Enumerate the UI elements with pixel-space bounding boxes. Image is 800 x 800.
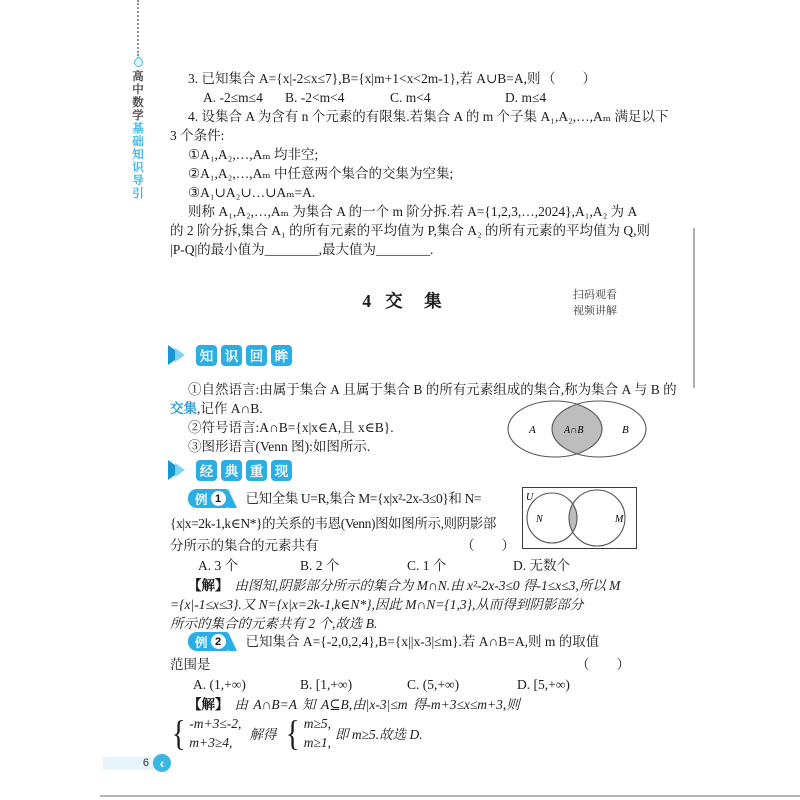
venn-label-m: M bbox=[615, 514, 624, 525]
left-brace: { bbox=[286, 713, 300, 753]
venn-label-u: U bbox=[526, 492, 534, 503]
example-2-line-1: 已知集合 A={-2,0,2,4},B={x||x-3|≤m}.若 A∩B=A,则 m 的取值 bbox=[245, 634, 600, 649]
problem-4-condition-1: ①A₁,A₂,…,Aₘ 均非空; bbox=[188, 147, 319, 162]
solve-label: 解得 bbox=[249, 727, 277, 742]
example-1-badge bbox=[188, 489, 228, 508]
example-1-options bbox=[170, 556, 676, 575]
system-1-line-2: m+3≥4, bbox=[189, 735, 233, 750]
page-fold-line bbox=[693, 228, 695, 388]
example-label: 例 bbox=[195, 492, 208, 507]
chevron-left-icon: ‹ bbox=[159, 755, 165, 771]
problem-4-line-6: 则称 A₁,A₂,…,Aₘ 为集合 A 的一个 m 阶分拆.若 A={1,2,3,…,2024},A₁,A₂ 为 A bbox=[188, 204, 638, 219]
classic-replay-badge bbox=[166, 459, 296, 481]
sidebar-book-title bbox=[129, 70, 145, 200]
option-a: A. 3 个 bbox=[198, 558, 239, 573]
problem-4-condition-3: ③A₁∪A₂∪…∪Aₘ=A. bbox=[188, 185, 316, 200]
double-chevron-icon bbox=[166, 459, 190, 481]
solution-tag: 【解】 bbox=[188, 578, 229, 593]
problem-3-stem-row bbox=[170, 69, 596, 88]
badge-char-4: 眸 bbox=[271, 345, 292, 366]
system-2 bbox=[304, 714, 331, 752]
example-2-badge bbox=[188, 632, 228, 651]
sidebar-title-label: 基础知识导引 bbox=[131, 122, 143, 200]
example-2-line-2-text: 范围是 bbox=[170, 657, 211, 672]
option-a: A. (1,+∞) bbox=[193, 677, 246, 692]
option-c: C. 1 个 bbox=[407, 558, 447, 573]
venn-label-b: B bbox=[622, 424, 629, 436]
example-1-solution-line-3: 所示的集合的元素共有 2 个,故选 B. bbox=[170, 616, 378, 631]
badge-char-2: 典 bbox=[221, 460, 242, 481]
problem-4-condition-2: ②A₁,A₂,…,Aₘ 中任意两个集合的交集为空集; bbox=[188, 166, 454, 181]
sidebar-series-label: 高中数学 bbox=[131, 70, 143, 122]
solution-text: 由 A∩B=A 知 A⊆B,由|x-3|≤m 得-m+3≤x≤m+3,则 bbox=[234, 697, 520, 712]
option-b: B. -2<m<4 bbox=[285, 90, 345, 105]
problem-3-answer-bracket: （ ） bbox=[542, 71, 596, 86]
review-line-2 bbox=[170, 399, 263, 418]
water-drop-icon bbox=[132, 56, 145, 69]
badge-char-1: 知 bbox=[196, 345, 217, 366]
venn-label-a: A bbox=[529, 424, 536, 436]
term-intersection: 交集 bbox=[170, 401, 197, 416]
qr-caption bbox=[573, 288, 617, 319]
venn-diagram-intersection bbox=[503, 392, 653, 466]
option-d: D. 无数个 bbox=[513, 558, 570, 573]
review-line-4: ③图形语言(Venn 图):如图所示. bbox=[188, 439, 371, 454]
example-1-answer-bracket: （ ） bbox=[461, 538, 515, 553]
example-2-line-2 bbox=[170, 655, 630, 674]
section-number: 4 bbox=[362, 291, 372, 311]
venn-label-n: N bbox=[536, 514, 543, 525]
option-d: D. [5,+∞) bbox=[517, 677, 570, 692]
badge-char-2: 识 bbox=[221, 345, 242, 366]
system-2-line-2: m≥1, bbox=[303, 735, 331, 750]
option-a: A. -2≤m≤4 bbox=[203, 90, 263, 105]
problem-4-line-7: 的 2 阶分拆,集合 A₁ 的所有元素的平均值为 P,集合 A₂ 的所有元素的平均值为 Q,则 bbox=[170, 223, 651, 238]
option-d: D. m≤4 bbox=[505, 90, 547, 105]
example-label: 例 bbox=[195, 635, 208, 650]
example-1-solution-line-1 bbox=[170, 576, 620, 595]
badge-char-3: 重 bbox=[246, 460, 267, 481]
section-title bbox=[170, 288, 636, 313]
section-name: 交 集 bbox=[385, 291, 444, 311]
system-1-line-1: -m+3≤-2, bbox=[189, 716, 242, 731]
option-c: C. (5,+∞) bbox=[407, 677, 460, 692]
example-number: 2 bbox=[211, 634, 226, 649]
back-chevron-button[interactable] bbox=[153, 754, 171, 772]
example-2-answer-bracket: （ ） bbox=[576, 657, 630, 672]
problem-4-line-2: 3 个条件: bbox=[170, 128, 225, 143]
option-c: C. m<4 bbox=[390, 90, 431, 105]
option-b: B. [1,+∞) bbox=[300, 677, 353, 692]
system-2-line-1: m≥5, bbox=[303, 716, 331, 731]
venn-diagram-example-1 bbox=[523, 488, 635, 547]
example-1-line-2: {x|x=2k-1,k∈N*}的关系的韦恩(Venn)图如图所示,则阴影部 bbox=[170, 516, 496, 531]
double-chevron-icon bbox=[166, 344, 190, 366]
system-1 bbox=[189, 714, 241, 752]
page-bottom-edge bbox=[100, 795, 800, 797]
review-line-1: ①自然语言:由属于集合 A 且属于集合 B 的所有元素组成的集合,称为集合 A 与 B 的 bbox=[188, 382, 677, 397]
example-1-line-1: 已知全集 U=R,集合 M={x|x²-2x-3≤0}和 N= bbox=[245, 491, 482, 506]
sidebar-dotted-line bbox=[137, 0, 139, 56]
venn-diagram-example-1-box bbox=[522, 487, 637, 549]
badge-char-1: 经 bbox=[196, 460, 217, 481]
solution-tag: 【解】 bbox=[188, 697, 229, 712]
page-number: 6 bbox=[142, 757, 149, 769]
qr-caption-line-1: 扫码观看 bbox=[573, 289, 617, 301]
problem-3-options bbox=[170, 88, 681, 107]
problem-4-line-1: 4. 设集合 A 为含有 n 个元素的有限集.若集合 A 的 m 个子集 A₁,A₂,…,Aₘ 满足以下 bbox=[188, 109, 669, 124]
problem-4-line-8: |P-Q|的最小值为________,最大值为________. bbox=[170, 242, 434, 257]
example-1-row bbox=[188, 489, 481, 508]
example-1-line-3 bbox=[170, 535, 515, 556]
example-2-inequality-system bbox=[170, 712, 423, 754]
example-1-solution-line-2: ={x|-1≤x≤3}.又 N={x|x=2k-1,k∈N*},因此 M∩N={1,3},从而得到阴影部分 bbox=[170, 597, 584, 612]
knowledge-review-badge bbox=[166, 344, 296, 366]
example-number: 1 bbox=[211, 491, 226, 506]
qr-caption-line-2: 视频讲解 bbox=[573, 304, 617, 317]
badge-char-3: 回 bbox=[246, 345, 267, 366]
left-brace: { bbox=[171, 713, 186, 753]
example-2-row bbox=[188, 632, 599, 651]
conclusion-text: 即 m≥5.故选 D. bbox=[335, 727, 423, 742]
example-2-options bbox=[170, 675, 671, 694]
option-b: B. 2 个 bbox=[300, 558, 340, 573]
venn-label-a-int-b: A∩B bbox=[564, 425, 584, 436]
solution-text: 由图知,阴影部分所示的集合为 M∩N.由 x²-2x-3≤0 得-1≤x≤3,所以 M bbox=[234, 578, 621, 593]
example-1-line-3-text: 分所示的集合的元素共有 bbox=[170, 538, 319, 553]
review-line-2-rest: ,记作 A∩B. bbox=[197, 401, 263, 416]
problem-3-stem: 3. 已知集合 A={x|-2≤x≤7},B={x|m+1<x<2m-1},若 A∪B=A,则 bbox=[188, 71, 541, 86]
review-line-3: ②符号语言:A∩B={x|x∈A,且 x∈B}. bbox=[188, 420, 394, 435]
badge-char-4: 现 bbox=[271, 460, 292, 481]
